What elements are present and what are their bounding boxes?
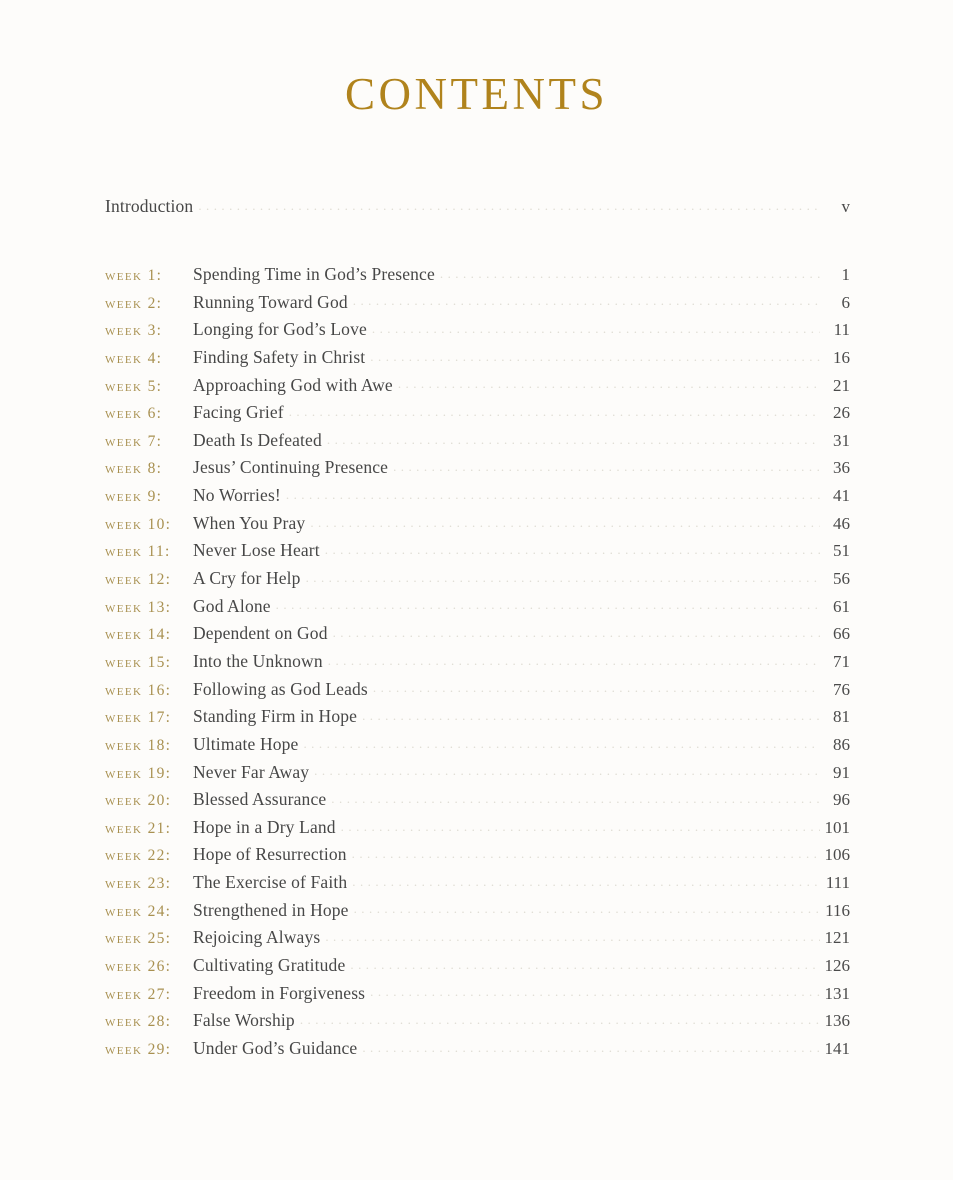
page-number: 26 [833, 403, 850, 423]
entry-title: Jesus’ Continuing Presence [193, 457, 389, 478]
entry-title: Finding Safety in Christ [193, 346, 366, 367]
table-of-contents [105, 196, 850, 1066]
week-word: week [105, 736, 143, 754]
week-word: week [105, 1013, 143, 1031]
toc-row[interactable] [105, 402, 850, 430]
week-number: 20 [147, 792, 166, 810]
dot-leader [362, 1038, 820, 1054]
toc-row[interactable] [105, 927, 850, 955]
week-number: 17 [147, 709, 166, 727]
week-word: week [105, 460, 143, 478]
week-number: 5 [147, 377, 157, 395]
page-number: 41 [833, 486, 850, 506]
week-label: week 19: [105, 764, 172, 782]
week-label: week 17: [105, 709, 172, 727]
week-number: 22 [147, 847, 166, 865]
week-label: week 28: [105, 1013, 172, 1031]
page-number: 116 [825, 900, 850, 920]
toc-row[interactable] [105, 789, 850, 817]
week-number: 4 [147, 349, 157, 367]
dot-leader [350, 955, 820, 971]
week-label: week 21: [105, 819, 172, 837]
dot-leader [325, 540, 820, 556]
toc-row[interactable] [105, 983, 850, 1011]
week-label: week 27: [105, 985, 172, 1003]
toc-row[interactable] [105, 900, 850, 928]
week-label: week 11: [105, 543, 171, 561]
week-number: 13 [147, 598, 166, 616]
page-number: 131 [824, 983, 850, 1003]
week-word: week [105, 681, 143, 699]
week-word: week [105, 709, 143, 727]
dot-leader [353, 292, 820, 308]
entry-title: False Worship [193, 1010, 295, 1031]
toc-row[interactable] [105, 292, 850, 320]
toc-row[interactable] [105, 817, 850, 845]
week-label: week 6: [105, 405, 163, 423]
week-word: week [105, 764, 143, 782]
week-number: 14 [147, 626, 166, 644]
entry-title: Hope of Resurrection [193, 844, 347, 865]
toc-row[interactable] [105, 623, 850, 651]
page-number: 56 [833, 569, 850, 589]
week-number: 10 [147, 515, 166, 533]
week-word: week [105, 405, 143, 423]
entry-title: The Exercise of Faith [193, 872, 348, 893]
dot-leader [398, 375, 820, 391]
entry-title: Standing Firm in Hope [193, 706, 358, 727]
week-word: week [105, 626, 143, 644]
page-number: 6 [841, 292, 850, 312]
entry-title: Never Lose Heart [193, 540, 320, 561]
week-word: week [105, 267, 143, 284]
page-number: v [841, 197, 850, 216]
toc-row[interactable] [105, 1038, 850, 1066]
entry-title: Into the Unknown [193, 650, 323, 671]
section-spacer [105, 226, 850, 264]
toc-row-introduction[interactable] [105, 196, 850, 226]
entry-title: Strengthened in Hope [193, 899, 349, 920]
dot-leader [354, 900, 820, 916]
entry-title: Introduction [105, 196, 194, 216]
week-number: 15 [147, 653, 166, 671]
week-number: 29 [147, 1040, 166, 1058]
toc-row[interactable] [105, 513, 850, 541]
week-number: 12 [147, 571, 166, 589]
week-label: week 15: [105, 653, 172, 671]
entry-title: Hope in a Dry Land [193, 816, 336, 837]
week-number: 8 [147, 460, 157, 478]
toc-row[interactable] [105, 844, 850, 872]
entry-title: Cultivating Gratitude [193, 955, 346, 976]
week-word: week [105, 819, 143, 837]
week-word: week [105, 543, 143, 561]
week-number: 3 [147, 322, 157, 340]
week-word: week [105, 598, 143, 616]
week-label: week 13: [105, 598, 172, 616]
page-number: 96 [833, 790, 850, 810]
page-title: CONTENTS [345, 69, 608, 119]
toc-row[interactable] [105, 1010, 850, 1038]
dot-leader [328, 651, 820, 667]
page-number: 16 [833, 347, 850, 367]
week-label: week 5: [105, 377, 163, 395]
dot-leader [331, 789, 820, 805]
entry-title: No Worries! [193, 485, 281, 506]
dot-leader [370, 347, 820, 363]
dot-leader [393, 457, 820, 473]
toc-row[interactable] [105, 679, 850, 707]
toc-row[interactable] [105, 955, 850, 983]
week-word: week [105, 571, 143, 589]
page-number: 36 [833, 458, 850, 478]
week-number: 21 [147, 819, 166, 837]
dot-leader [333, 623, 820, 639]
dot-leader [352, 872, 820, 888]
dot-leader [352, 844, 820, 860]
week-label: week 22: [105, 847, 172, 865]
week-word: week [105, 985, 143, 1003]
dot-leader [276, 596, 820, 612]
week-number: 18 [147, 736, 166, 754]
page-number: 111 [825, 873, 850, 893]
dot-leader [300, 1010, 820, 1026]
week-label: week 23: [105, 875, 172, 893]
toc-row[interactable] [105, 430, 850, 458]
page-number: 76 [833, 679, 850, 699]
week-label: week 24: [105, 902, 172, 920]
toc-row[interactable] [105, 375, 850, 403]
week-label: week 29: [105, 1040, 172, 1058]
week-word: week [105, 322, 143, 340]
entry-title: Blessed Assurance [193, 789, 327, 810]
dot-leader [440, 264, 820, 280]
entry-title: Facing Grief [193, 402, 284, 423]
week-label: week 12: [105, 571, 172, 589]
week-label: week 2: [105, 294, 163, 312]
toc-row[interactable] [105, 596, 850, 624]
toc-row[interactable] [105, 872, 850, 900]
page-number: 11 [833, 320, 850, 340]
dot-leader [303, 734, 820, 750]
entry-title: Dependent on God [193, 623, 328, 644]
week-label: week 7: [105, 432, 163, 450]
week-word: week [105, 1040, 143, 1058]
entry-title: A Cry for Help [193, 568, 301, 589]
week-label: week 26: [105, 958, 172, 976]
week-word: week [105, 349, 143, 367]
week-label: week 1: [105, 267, 163, 284]
week-number: 7 [147, 432, 157, 450]
page-number: 61 [833, 596, 850, 616]
toc-row[interactable] [105, 734, 850, 762]
entry-title: Spending Time in God’s Presence [193, 264, 435, 284]
entry-title: Never Far Away [193, 761, 310, 782]
week-word: week [105, 847, 143, 865]
week-label: week 10: [105, 515, 172, 533]
page-number: 81 [833, 707, 850, 727]
week-entry-list [105, 264, 850, 1066]
dot-leader [286, 485, 820, 501]
week-label: week 3: [105, 322, 163, 340]
dot-leader [362, 706, 820, 722]
page-number: 51 [833, 541, 850, 561]
week-word: week [105, 377, 143, 395]
week-word: week [105, 653, 143, 671]
page-number: 141 [824, 1038, 850, 1058]
entry-title: Longing for God’s Love [193, 319, 367, 340]
entry-title: God Alone [193, 595, 271, 616]
week-label: week 9: [105, 488, 163, 506]
toc-row[interactable] [105, 264, 850, 292]
week-number: 25 [147, 930, 166, 948]
page-number: 66 [833, 624, 850, 644]
page-number: 86 [833, 734, 850, 754]
week-number: 2 [147, 294, 157, 312]
week-number: 6 [147, 405, 157, 423]
week-label: week 18: [105, 736, 172, 754]
dot-leader [310, 513, 820, 529]
week-word: week [105, 515, 143, 533]
page-number: 101 [824, 817, 850, 837]
week-word: week [105, 875, 143, 893]
week-word: week [105, 488, 143, 506]
page-number: 21 [833, 375, 850, 395]
page-number: 106 [824, 845, 850, 865]
week-word: week [105, 294, 143, 312]
week-label: week 25: [105, 930, 172, 948]
entry-title: Approaching God with Awe [193, 374, 393, 395]
page-number: 126 [824, 956, 850, 976]
dot-leader [373, 679, 820, 695]
week-number: 1 [147, 267, 157, 284]
toc-row[interactable] [105, 457, 850, 485]
week-number: 27 [147, 985, 166, 1003]
week-number: 24 [147, 902, 166, 920]
week-number: 9 [147, 488, 157, 506]
entry-title: Freedom in Forgiveness [193, 982, 366, 1003]
entry-title: Under God’s Guidance [193, 1037, 358, 1058]
toc-row[interactable] [105, 762, 850, 790]
week-number: 11 [147, 543, 165, 561]
week-word: week [105, 792, 143, 810]
page-number: 91 [833, 762, 850, 782]
dot-leader [289, 402, 820, 418]
entry-title: Death Is Defeated [193, 429, 322, 450]
toc-row[interactable] [105, 651, 850, 679]
week-word: week [105, 930, 143, 948]
week-label: week 20: [105, 792, 172, 810]
toc-row[interactable] [105, 568, 850, 596]
dot-leader [314, 762, 820, 778]
page-number: 121 [824, 928, 850, 948]
page-number: 46 [833, 513, 850, 533]
week-number: 19 [147, 764, 166, 782]
dot-leader [372, 319, 820, 335]
week-number: 23 [147, 875, 166, 893]
page-number: 1 [841, 265, 850, 284]
entry-title: When You Pray [193, 512, 306, 533]
dot-leader [341, 817, 820, 833]
toc-row[interactable] [105, 706, 850, 734]
entry-title: Ultimate Hope [193, 733, 299, 754]
week-label: week 8: [105, 460, 163, 478]
toc-row[interactable] [105, 347, 850, 375]
week-label: week 14: [105, 626, 172, 644]
entry-title: Following as God Leads [193, 678, 368, 699]
dot-leader [198, 196, 820, 212]
entry-title: Rejoicing Always [193, 927, 321, 948]
page-number: 31 [833, 430, 850, 450]
dot-leader [325, 927, 820, 943]
week-word: week [105, 432, 143, 450]
week-number: 16 [147, 681, 166, 699]
toc-row[interactable] [105, 540, 850, 568]
dot-leader [370, 983, 820, 999]
week-word: week [105, 958, 143, 976]
week-number: 28 [147, 1013, 166, 1031]
entry-title: Running Toward God [193, 291, 348, 312]
week-word: week [105, 902, 143, 920]
toc-row[interactable] [105, 319, 850, 347]
dot-leader [327, 430, 820, 446]
page-number: 136 [824, 1011, 850, 1031]
toc-row[interactable] [105, 485, 850, 513]
week-number: 26 [147, 958, 166, 976]
week-label: week 16: [105, 681, 172, 699]
page-number: 71 [833, 651, 850, 671]
week-label: week 4: [105, 349, 163, 367]
dot-leader [306, 568, 820, 584]
